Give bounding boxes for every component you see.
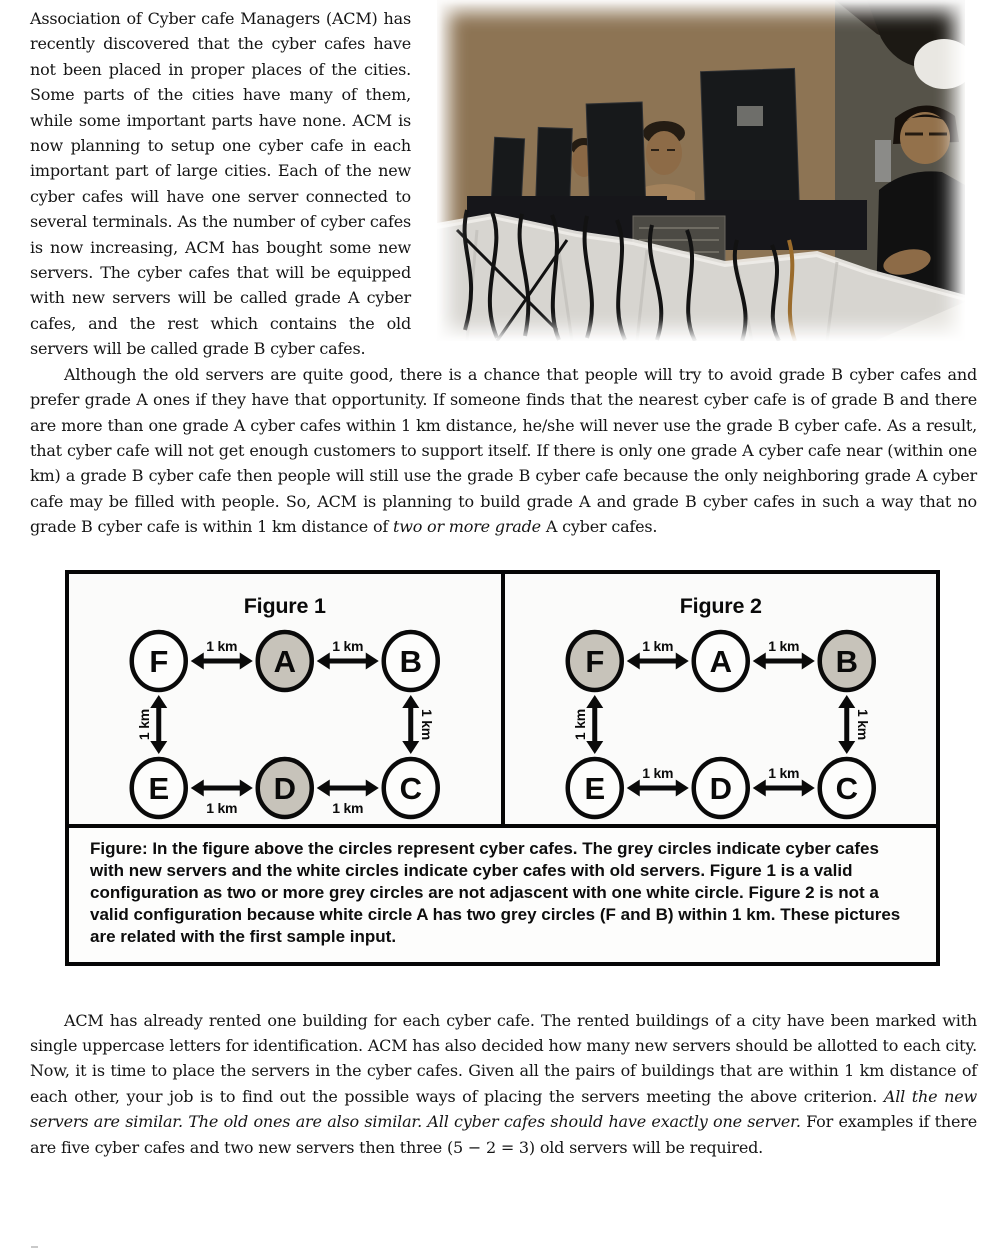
edge-arrowhead <box>191 652 204 669</box>
grade-rules-tail: A cyber cafes. <box>540 517 658 537</box>
figure-box <box>65 570 940 966</box>
edge-label: 1 km <box>332 799 364 816</box>
edge-arrowhead <box>191 779 204 796</box>
scan-artifact <box>31 1246 38 1248</box>
grade-rules-emphasis: two or more grade <box>392 517 541 537</box>
edge-arrowhead <box>317 652 330 669</box>
figure-1-diagram <box>69 574 501 824</box>
edge-label: 1 km <box>571 708 588 740</box>
edge-label: 1 km <box>418 708 435 740</box>
edge-arrowhead <box>626 652 639 669</box>
node-letter-E: E <box>148 770 169 806</box>
edge-arrowhead <box>752 779 765 796</box>
edge-label: 1 km <box>767 764 799 781</box>
paragraph-grade-rules <box>30 362 977 540</box>
photo-illustration <box>437 0 965 341</box>
task-tail: For examples if there are five cyber cafes and two new servers then three (5 − 2 = 3) old servers will be required. <box>30 1112 977 1157</box>
edge-arrowhead <box>240 652 253 669</box>
edge-arrowhead <box>366 652 379 669</box>
edge-arrowhead <box>402 695 419 708</box>
node-letter-D: D <box>709 770 732 806</box>
edge-label: 1 km <box>854 708 871 740</box>
edge-label: 1 km <box>332 637 364 654</box>
node-letter-B: B <box>399 643 422 679</box>
figure-2-panel <box>501 574 937 824</box>
edge-label: 1 km <box>641 764 673 781</box>
edge-arrowhead <box>838 741 855 754</box>
figure-caption: Figure: In the figure above the circles represent cyber cafes. The grey circles indicate cyber cafes with new servers and the white circles indicate cyber cafes with old servers. Figure 1 is a valid configuration as two or more grey circles are not adjascent with one white circle. Figure 2 is not a valid configuration because white circle A has two grey circles (F and B) within 1 km. These pictures are related with the first sample input. <box>69 824 936 962</box>
edge-arrowhead <box>240 779 253 796</box>
edge-arrowhead <box>402 741 419 754</box>
edge-arrowhead <box>150 741 167 754</box>
node-letter-C: C <box>835 770 858 806</box>
node-letter-D: D <box>273 770 296 806</box>
edge-label: 1 km <box>641 637 673 654</box>
node-letter-F: F <box>149 643 169 679</box>
figure-2-diagram <box>505 574 937 824</box>
edge-arrowhead <box>586 741 603 754</box>
edge-arrowhead <box>801 652 814 669</box>
figure-title: Figure 1 <box>243 593 326 618</box>
edge-arrowhead <box>586 695 603 708</box>
edge-label: 1 km <box>135 708 152 740</box>
figure-title: Figure 2 <box>679 593 762 618</box>
node-letter-A: A <box>709 643 732 679</box>
task-emphasis: All the new servers are similar. The old ones are also similar. All cyber cafes should have exactly one server. <box>30 1086 977 1132</box>
edge-arrowhead <box>838 695 855 708</box>
paragraph-intro <box>30 6 977 362</box>
edge-arrowhead <box>675 652 688 669</box>
edge-label: 1 km <box>767 637 799 654</box>
paragraph-intro-text: Association of Cyber cafe Managers (ACM) has recently discovered that the cyber cafes have not been placed in proper places of the cities. Some parts of the cities have many of them, while some important parts have none. ACM is now planning to setup one cyber cafe in each important part of large cities. Each of the new cyber cafes will have one server connected to several terminals. As the number of cyber cafes is now increasing, ACM has bought some new servers. The cyber cafes that will be equipped with new servers will be called grade A cyber cafes, and the rest which contains the old servers will be called grade B cyber cafes. <box>30 9 411 359</box>
edge-arrowhead <box>150 695 167 708</box>
edge-arrowhead <box>366 779 379 796</box>
edge-label: 1 km <box>206 637 238 654</box>
edge-arrowhead <box>317 779 330 796</box>
node-letter-B: B <box>835 643 858 679</box>
edge-arrowhead <box>752 652 765 669</box>
edge-arrowhead <box>801 779 814 796</box>
edge-arrowhead <box>626 779 639 796</box>
edge-label: 1 km <box>206 799 238 816</box>
task-text: ACM has already rented one building for each cyber cafe. The rented buildings of a city have been marked with single uppercase letters for identification. ACM has also decided how many new servers should be allotted to each city. Now, it is time to place the servers in the cyber cafes. Given all the pairs of buildings that are within 1 km distance of each other, your job is to find out the possible ways of placing the servers meeting the above criterion. <box>30 1010 977 1106</box>
figure-panels <box>69 574 936 824</box>
grade-rules-text: Although the old servers are quite good, there is a chance that people will try to avoid grade B cyber cafes and prefer grade A ones if they have that opportunity. If someone finds that the nearest cyber cafe is of grade B and there are more than one grade A cyber cafes within 1 km distance, he/she will never use the grade B cyber cafe. As a result, that cyber cafe will not get enough customers to support itself. If there is only one grade A cyber cafe near (within one km) a grade B cyber cafe then people will still use the grade B cyber cafe because the only neighboring grade A cyber cafe may be filled with people. So, ACM is planning to build grade A and grade B cyber cafes in such a way that no grade B cyber cafe is within 1 km distance of <box>30 364 977 537</box>
node-letter-F: F <box>584 643 604 679</box>
node-letter-E: E <box>584 770 605 806</box>
edge-arrowhead <box>675 779 688 796</box>
node-letter-C: C <box>399 770 422 806</box>
figure-1-panel <box>69 574 501 824</box>
contest-photo <box>437 0 965 341</box>
paragraph-task <box>30 1008 977 1160</box>
node-letter-A: A <box>273 643 296 679</box>
